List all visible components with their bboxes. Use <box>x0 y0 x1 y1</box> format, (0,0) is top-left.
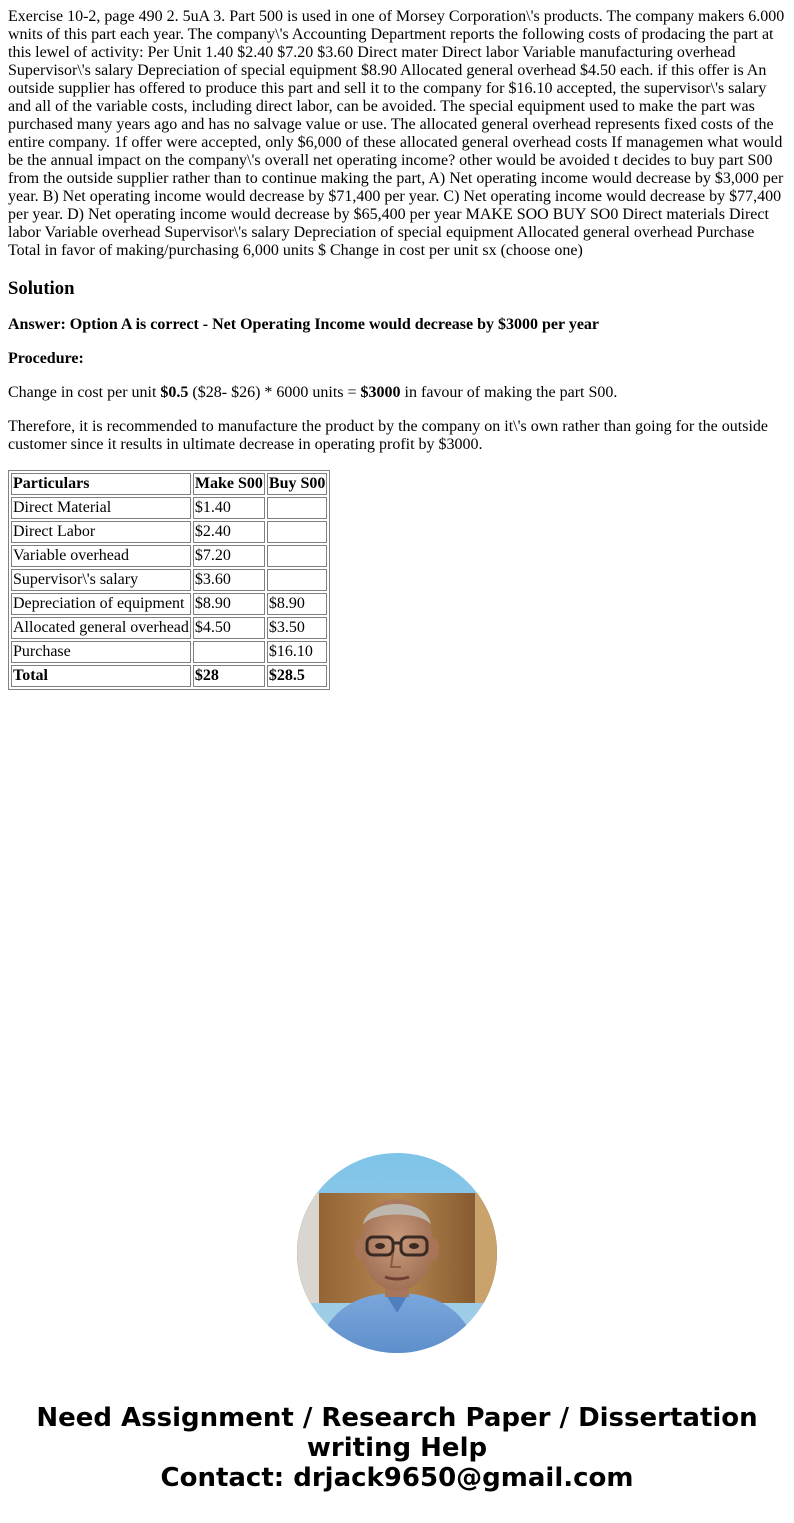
table-row <box>11 521 327 543</box>
answer-text: Answer: Option A is correct - Net Operating Income would decrease by $3000 per year <box>8 316 600 333</box>
table-cell: Supervisor\'s salary <box>11 569 191 591</box>
table-cell: $2.40 <box>193 521 265 543</box>
recommendation-text: Therefore, it is recommended to manufacture the product by the company on it\'s own rather than going for the outside customer since it results in ultimate decrease in operating profit by $3000. <box>8 418 768 453</box>
change-prefix: Change in cost per unit <box>8 384 161 401</box>
promo-banner <box>0 1403 794 1493</box>
table-row <box>11 569 327 591</box>
table-cell: $8.90 <box>193 593 265 615</box>
table-row <box>11 617 327 639</box>
table-cell <box>267 497 327 519</box>
answer-line <box>8 316 786 334</box>
change-in-cost-line <box>8 384 786 402</box>
person-photo-icon <box>297 1153 497 1353</box>
promo-contact: Contact: drjack9650@gmail.com <box>160 1463 634 1493</box>
table-cell <box>193 641 265 663</box>
table-cell: Variable overhead <box>11 545 191 567</box>
header-make: Make S00 <box>193 473 265 495</box>
total-buy: $28.5 <box>267 665 327 687</box>
table-cell: $1.40 <box>193 497 265 519</box>
table-cell <box>267 521 327 543</box>
total-make: $28 <box>193 665 265 687</box>
table-cell: $4.50 <box>193 617 265 639</box>
procedure-line <box>8 350 786 368</box>
change-middle: ($28- $26) * 6000 units = <box>188 384 361 401</box>
header-buy: Buy S00 <box>267 473 327 495</box>
table-cell <box>267 569 327 591</box>
table-row <box>11 641 327 663</box>
table-total-row <box>11 665 327 687</box>
author-avatar <box>297 1153 497 1353</box>
table-header-row <box>11 473 327 495</box>
table-cell: Direct Material <box>11 497 191 519</box>
table-cell: $3.50 <box>267 617 327 639</box>
solution-heading: Solution <box>8 278 75 299</box>
table-cell: Allocated general overhead <box>11 617 191 639</box>
table-row <box>11 545 327 567</box>
table-cell: $3.60 <box>193 569 265 591</box>
promo-line-2: writing Help <box>306 1433 488 1463</box>
promo-line-1: Need Assignment / Research Paper / Dissertation <box>36 1403 758 1433</box>
change-total: $3000 <box>360 384 401 401</box>
procedure-label: Procedure: <box>8 350 84 367</box>
table-cell: $7.20 <box>193 545 265 567</box>
table-cell: Purchase <box>11 641 191 663</box>
table-cell: Depreciation of equipment <box>11 593 191 615</box>
table-cell: $8.90 <box>267 593 327 615</box>
table-row <box>11 497 327 519</box>
table-row <box>11 593 327 615</box>
page-content <box>0 0 794 690</box>
table-cell <box>267 545 327 567</box>
cost-comparison-table <box>8 470 330 690</box>
change-suffix: in favour of making the part S00. <box>400 384 618 401</box>
table-cell: Direct Labor <box>11 521 191 543</box>
table-cell: $16.10 <box>267 641 327 663</box>
question-text: Exercise 10-2, page 490 2. 5uA 3. Part 500 is used in one of Morsey Corporation\'s products. The company makers 6.000 wnits of this part each year. The company\'s Accounting Department reports the following costs of prodacing the part at this lewel of activity: Per Unit 1.40 $2.40 $7.20 $3.60 Direct mater Direct labor Variable manufacturing overhead Supervisor\'s salary Depreciation of special equipment $8.90 Allocated general overhead $4.50 each. if this offer is An outside supplier has offered to produce this part and sell it to the company for $16.10 accepted, the supervisor\'s salary and all of the variable costs, including direct labor, can be avoided. The special equipment used to make the part was purchased many years ago and has no salvage value or use. The allocated general overhead represents fixed costs of the entire company. 1f offer were accepted, only $6,000 of these allocated general overhead costs If managemen what would be the annual impact on the company\'s overall net operating income? other would be avoided t decides to buy part S00 from the outside supplier rather than to continue making the part, A) Net operating income would decrease by $3,000 per year. B) Net operating income would decrease by $71,400 per year. C) Net operating income would decrease by $77,400 per year. D) Net operating income would decrease by $65,400 per year MAKE SOO BUY SO0 Direct materials Direct labor Variable overhead Supervisor\'s salary Depreciation of special equipment Allocated general overhead Purchase Total in favor of making/purchasing 6,000 units $ Change in cost per unit sx (choose one) <box>8 8 785 259</box>
header-particulars: Particulars <box>11 473 191 495</box>
total-label: Total <box>11 665 191 687</box>
change-value: $0.5 <box>160 384 189 401</box>
